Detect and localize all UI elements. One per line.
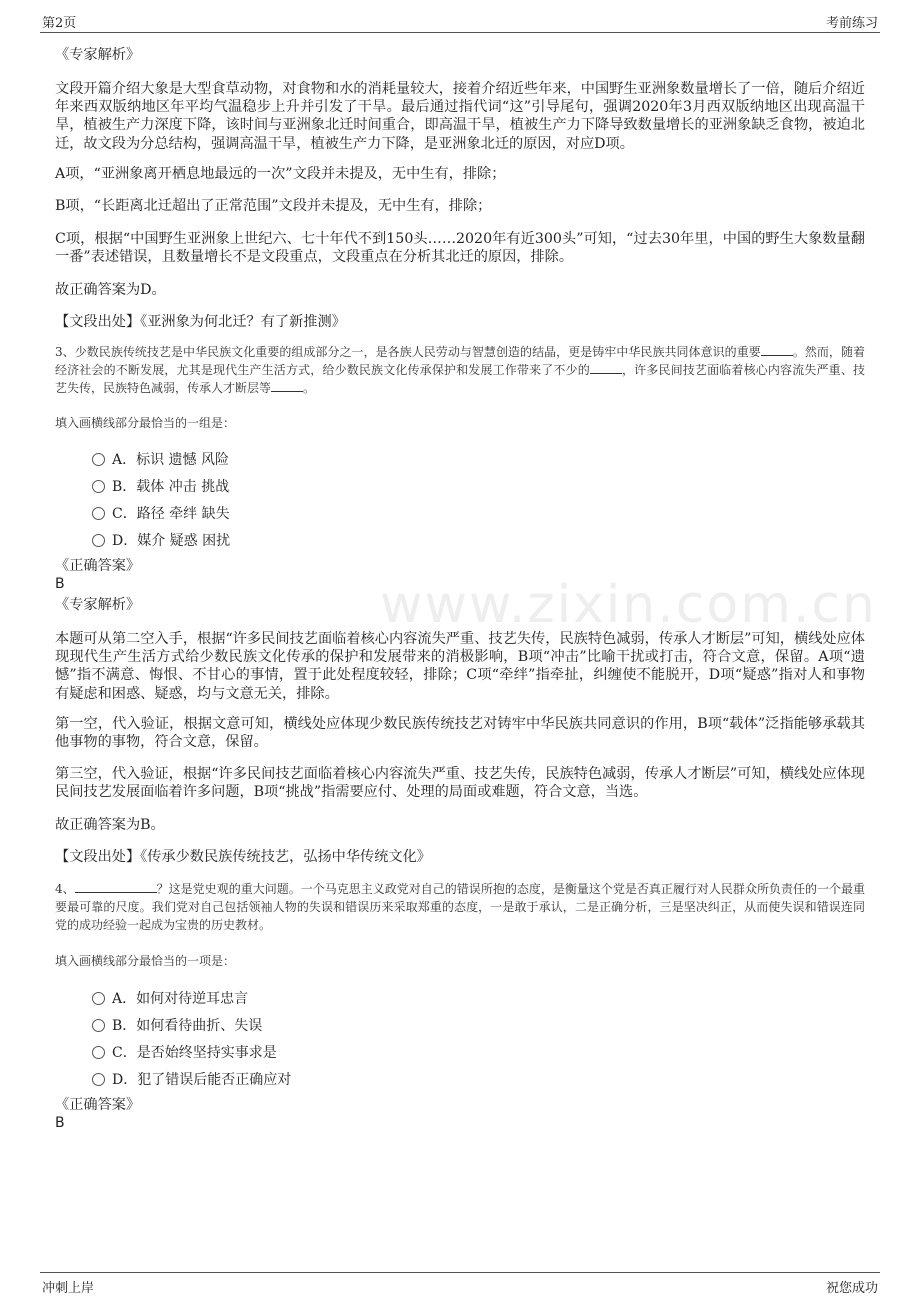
q2-analysis-para1: 文段开篇介绍大象是大型食草动物，对食物和水的消耗量较大，接着介绍近些年来，中国野生亚洲象数量增长了一倍，随后介绍近年来西双版纳地区年平均气温稳步上升并引发了干旱。最后通过指代词“这”引导尾句，强调2020年3月西双版纳地区出现高温干旱，植被生产力深度下降，该时间与亚洲象北迁时间重合，即高温干旱，植被生产力下降导致数量增长的亚洲象缺乏食物，被迫北迁，故文段为分总结构，强调高温干旱，植被生产力下降，是亚洲象北迁的原因，对应D项。: [55, 81, 865, 152]
q2-source: 【文段出处】《亚洲象为何北迁？有了新推测》: [55, 314, 346, 330]
q3-analysis-para2: 第一空，代入验证，根据文意可知，横线处应体现少数民族传统技艺对铸牢中华民族共同意识的作用，B项“载体”泛指能够承载其他事物的事物，符合文意，保留。: [55, 716, 865, 751]
q3-analysis-para1: 本题可从第二空入手，根据“许多民间技艺面临着核心内容流失严重、技艺失传，民族特色减弱，传承人才断层”可知，横线处应体现现代生产生活方式给少数民族文化传承的保护和发展带来的消极影响，B项“冲击”比喻干扰或打击，符合文意，保留。A项“遗憾”指不满意、悔恨、不甘心的事情，置于此处程度较轻，排除；C项“牵绊”指牵扯，纠缠使不能脱开，D项“疑惑”指对人和事物有疑虑和困惑、疑惑，均与文意无关，排除。: [55, 631, 865, 702]
q3-prompt: 填入画横线部分最恰当的一组是：: [55, 416, 236, 430]
q4-stem: 4、 ？这是党史观的重大问题。一个马克思主义政党对自己的错误所抱的态度，是衡量这个党是否真正履行对人民群众所负责任的一个最重要最可靠的尺度。我们党对自己包括领袖人物的失误和错误历来采取郑重的态度，一是敢于承认，二是正确分析，三是坚决纠正，从而使失误和错误连同党的成功经验一起成为宝贵的历史教材。: [55, 882, 865, 932]
footer-right-text: 祝您成功: [825, 1281, 878, 1296]
q3-stem: 3、少数民族传统技艺是中华民族文化重要的组成部分之一，是各族人民劳动与智慧创造的结晶，更是铸牢中华民族共同体意识的重要 。然而，随着经济社会的不断发展，尤其是现代生产生活方式，给少数民族文化传承保护和发展工作带来了不少的 ，许多民间技艺面临着核心内容流失严重、技艺失传，民族特色减弱，传承人才断层等 。: [55, 345, 865, 395]
radio-icon[interactable]: [92, 1046, 105, 1059]
q4-option-c[interactable]: C．是否始终坚持实事求是: [92, 1042, 277, 1062]
q3-answer: B: [55, 576, 65, 592]
q2-analysis-para3: B项，“长距离北迁超出了正常范围”文段并未提及，无中生有，排除；: [55, 198, 492, 214]
radio-icon[interactable]: [92, 1019, 105, 1032]
radio-icon[interactable]: [92, 534, 105, 547]
radio-icon[interactable]: [92, 507, 105, 520]
q3-option-d[interactable]: D．媒介 疑惑 困扰: [92, 530, 230, 550]
q3-answer-conclusion: 故正确答案为B。: [55, 817, 165, 833]
q2-analysis-para2: A项，“亚洲象离开栖息地最远的一次”文段并未提及，无中生有，排除；: [55, 166, 506, 182]
watermark: www.zixin.com.cn: [380, 575, 877, 635]
q3-answer-label: 《正确答案》: [55, 558, 141, 574]
radio-icon[interactable]: [92, 1073, 105, 1086]
q4-answer: B: [55, 1115, 65, 1131]
q3-option-a[interactable]: A．标识 遗憾 风险: [92, 449, 229, 469]
q4-option-b[interactable]: B．如何看待曲折、失误: [92, 1015, 262, 1035]
q3-analysis-para3: 第三空，代入验证，根据“许多民间技艺面临着核心内容流失严重、技艺失传，民族特色减弱，传承人才断层”可知，横线处应体现民间技艺发展面临着许多问题，B项“挑战”指需要应付、处理的局面或难题，符合文意，当选。: [55, 766, 865, 801]
q3-analysis-label: 《专家解析》: [55, 597, 141, 613]
q3-option-c[interactable]: C．路径 牵绊 缺失: [92, 503, 230, 523]
page-footer: [40, 1272, 880, 1299]
header-title: 考前练习: [825, 16, 878, 31]
radio-icon[interactable]: [92, 480, 105, 493]
q2-analysis-para4: C项，根据“中国野生亚洲象上世纪六、七十年代不到150头……2020年有近300头”可知，“过去30年里，中国的野生大象数量翻一番”表述错误，且数量增长不是文段重点，文段重点在分析其北迁的原因，排除。: [55, 231, 865, 266]
q4-answer-label: 《正确答案》: [55, 1097, 141, 1113]
page-header: [40, 0, 880, 33]
radio-icon[interactable]: [92, 453, 105, 466]
page-number: 第2页: [42, 16, 77, 31]
q3-source: 【文段出处】《传承少数民族传统技艺，弘扬中华传统文化》: [55, 849, 431, 865]
q4-option-d[interactable]: D．犯了错误后能否正确应对: [92, 1069, 291, 1089]
q4-prompt: 填入画横线部分最恰当的一项是：: [55, 954, 236, 968]
radio-icon[interactable]: [92, 992, 105, 1005]
q4-option-a[interactable]: A．如何对待逆耳忠言: [92, 988, 248, 1008]
q2-answer-conclusion: 故正确答案为D。: [55, 282, 166, 298]
q2-analysis-label: 《专家解析》: [55, 47, 141, 63]
footer-left-text: 冲刺上岸: [42, 1281, 95, 1296]
q3-option-b[interactable]: B．载体 冲击 挑战: [92, 476, 229, 496]
